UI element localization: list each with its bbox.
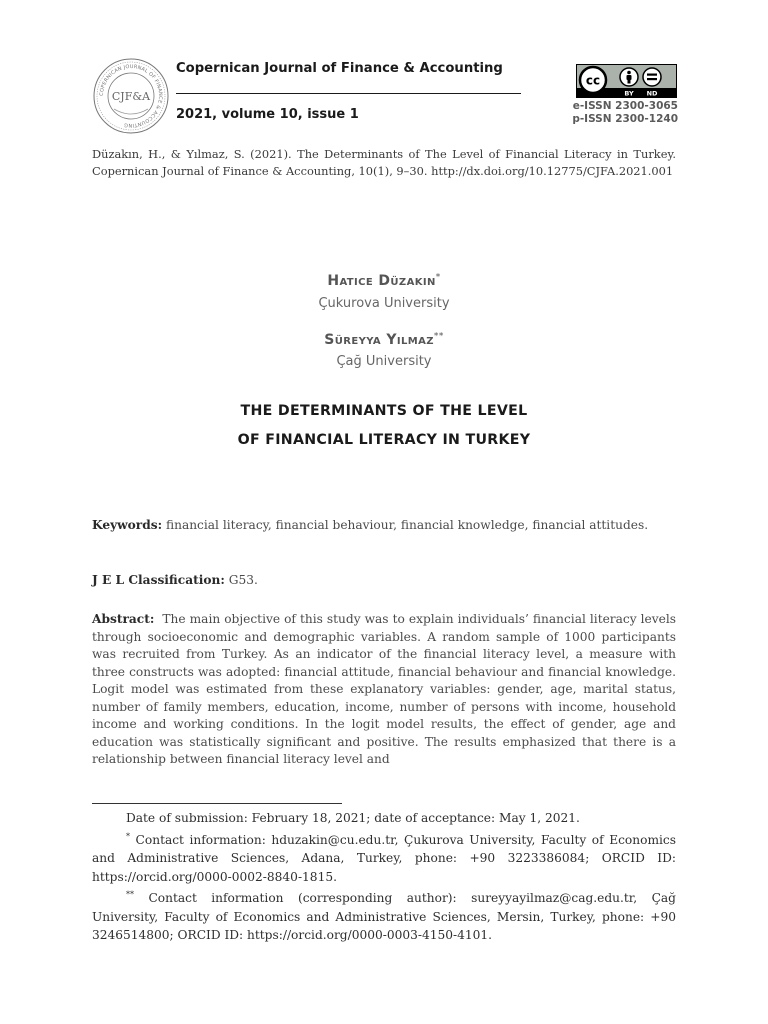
paper-title-line-2: OF FINANCIAL LITERACY IN TURKEY <box>237 432 531 448</box>
eissn: e-ISSN 2300-3065 <box>572 100 678 112</box>
footnote-2 <box>92 886 676 945</box>
issue-info: 2021, volume 10, issue 1 <box>176 107 359 122</box>
journal-title: Copernican Journal of Finance & Accounting <box>176 61 503 76</box>
keywords-label: Keywords: <box>92 518 163 532</box>
footnote-1-text: Contact information: hduzakin@cu.edu.tr, Çukurova University, Faculty of Economics and Administrative Sciences, Adana, Turkey, phone: +90 3223386084; ORCID ID: https://orcid.org/0000-0002-8840-1815. <box>92 832 676 884</box>
author-1-mark: * <box>435 272 441 283</box>
abstract-text: The main objective of this study was to explain individuals’ financial literacy levels through socioeconomic and demographic variables. A random sample of 1000 participants was recruited from Turkey. As an indicator of the financial literacy level, a measure with three constructs was adopted: financial attitude, financial behaviour and financial knowledge. Logit model was estimated from these explanatory variables: gender, age, marital status, number of family members, education, income, number of persons with income, household income and working conditions. In the logit model results, the effect of gender, age and education was statistically significant and positive. The results emphasized that there is a relationship between financial literacy level and <box>92 612 680 766</box>
keywords-text: financial literacy, financial behaviour, financial knowledge, financial attitudes. <box>162 518 649 532</box>
jel-label: J E L Classification: <box>92 573 225 587</box>
svg-text:cc: cc <box>585 73 601 88</box>
footnote-2-text: Contact information (corresponding author): sureyyayilmaz@cag.edu.tr, Çağ University, Faculty of Economics and Administrative Sciences, Mersin, Turkey, phone: +90 3246514800; ORCID ID: https://orcid.org/0000-0003-4150-4101. <box>92 891 676 943</box>
submission-dates: Date of submission: February 18, 2021; date of acceptance: May 1, 2021. <box>126 811 580 825</box>
logo-text: CJF&A <box>111 90 151 103</box>
paper-title-line-1: THE DETERMINANTS OF THE LEVEL <box>240 403 528 419</box>
by-person-icon <box>620 68 638 86</box>
svg-text:BY: BY <box>624 89 634 98</box>
svg-text:COPERNICAN JOURNAL OF FINANCE: COPERNICAN JOURNAL OF FINANCE & ACCOUNTING <box>98 63 164 129</box>
author-2 <box>0 329 768 348</box>
author-2-mark: ** <box>433 331 444 342</box>
paper-title <box>0 397 768 455</box>
author-2-name: Süreyya Yılmaz <box>324 332 434 348</box>
footnote-2-mark: ** <box>126 890 134 900</box>
abstract-label: Abstract: <box>92 612 155 626</box>
footnote-1-mark: * <box>126 831 130 841</box>
author-2-affiliation: Çağ University <box>336 354 432 369</box>
keywords <box>92 517 676 535</box>
header-divider <box>176 93 521 94</box>
footnote-divider <box>92 803 342 804</box>
jel-classification <box>92 572 676 590</box>
footnote-1 <box>92 828 676 887</box>
journal-logo <box>92 57 170 135</box>
abstract <box>92 611 680 769</box>
svg-text:ND: ND <box>646 89 658 98</box>
author-1-name: Hatice Düzakın <box>327 273 436 289</box>
cc-icon <box>580 67 606 93</box>
pissn: p-ISSN 2300-1240 <box>572 113 678 125</box>
author-1-affiliation: Çukurova University <box>318 296 450 311</box>
jel-text: G53. <box>224 573 258 587</box>
nd-equals-icon <box>643 68 661 86</box>
cc-license-badge <box>576 64 677 98</box>
author-1 <box>0 270 768 289</box>
footnotes <box>92 809 676 945</box>
citation: Düzakın, H., & Yılmaz, S. (2021). The Determinants of The Level of Financial Literacy in Turkey. Copernican Journal of Finance & Accounting, 10(1), 9–30. http://dx.doi.org/10.12775/CJFA.2021.001 <box>92 147 676 178</box>
